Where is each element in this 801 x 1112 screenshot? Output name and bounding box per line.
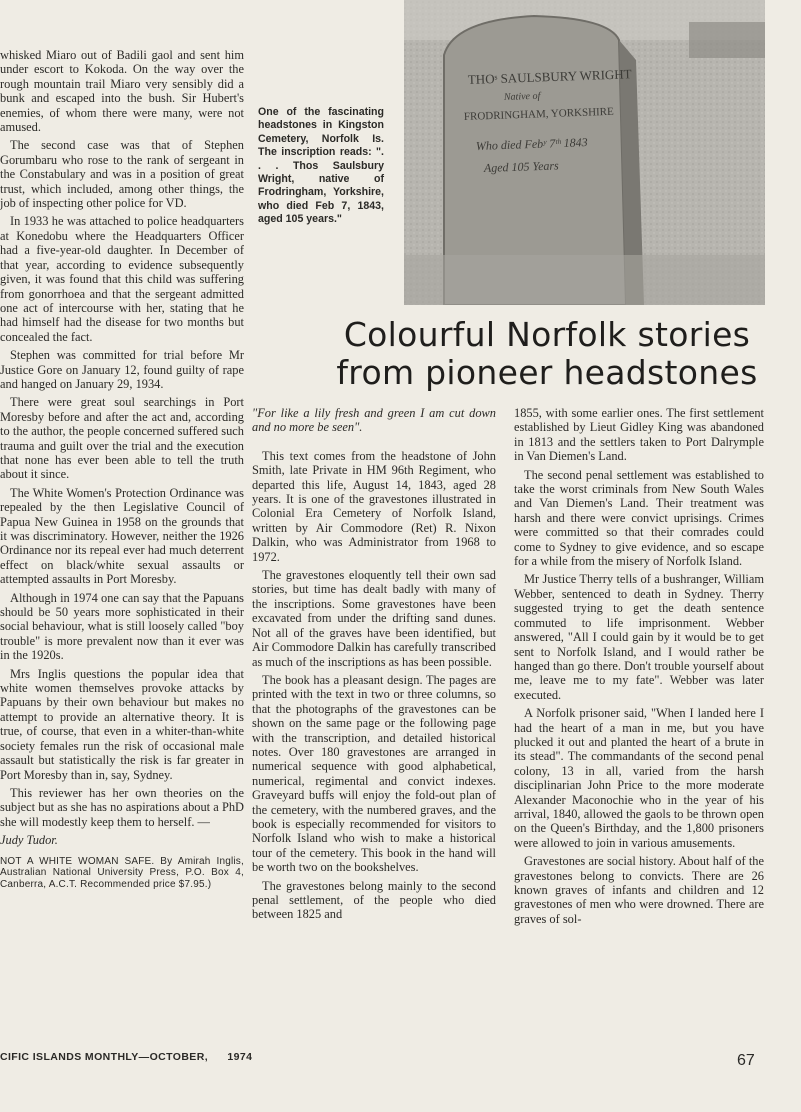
review-byline: Judy Tudor. [0, 833, 58, 848]
left-paragraph-5: There were great soul searchings in Port Moresby before and after the act and, according to the author, the people concerned suffered such trauma and guilt over the trial and the execution that none has ever been able to tell the truth about it since. [0, 395, 244, 482]
issue-year: 1974 [227, 1051, 253, 1063]
book-info: NOT A WHITE WOMAN SAFE. By Amirah Inglis, Australian National University Press, P.O. Box 4, Canberra, A.C.T. Recommended price $7.95.) [0, 855, 244, 890]
inscription-line-4: Who died Febʸ 7ᵗʰ 1843 [475, 135, 588, 153]
headstone-photo-svg [404, 0, 765, 305]
right-paragraph-5: Gravestones are social history. About half of the gravestones belong to convicts. There are 26 known graves of infants and children and 12 gravestones of men who were drowned. There are graves of sol- [514, 854, 764, 926]
right-column [514, 406, 764, 930]
right-paragraph-3: Mr Justice Therry tells of a bushranger, William Webber, sentenced to death in Sydney. Therry suggested trying to get the death sentence commuted to life imprisonment. Webber answered, "All I could gain by it would be to get sent to Norfolk Island, and I would rather be hanged than go there. Don't trouble yourself about me, leave me to my fate". Webber was later executed. [514, 572, 764, 702]
ground [404, 255, 765, 305]
inscription-line-5: Aged 105 Years [483, 158, 559, 175]
photo-caption: One of the fascinating headstones in Kingston Cemetery, Norfolk Is. The inscription reads: ". . . Thos Saulsbury Wright, native of Frodringham, Yorkshire, who died Feb 7, 1843, aged 105 years." [258, 106, 384, 226]
left-paragraph-2: The second case was that of Stephen Gorumbaru who rose to the rank of sergeant in the Constabulary and was in a position of great trust, which included, among other things, the job of inspecting other police for VD. [0, 138, 244, 211]
inscription-line-3: FRODRINGHAM, YORKSHIRE [463, 105, 614, 123]
page-number: 67 [737, 1052, 755, 1069]
middle-paragraph-2: The gravestones eloquently tell their own sad stories, but time has dealt badly with many of the inscriptions. Some gravestones have been excavated from under the drifting sand dunes. Not all of the graves have been identified, but Air Commodore Dalkin has carefully transcribed as much of the inscriptions as has been possible. [252, 568, 496, 669]
article-headline [312, 316, 782, 392]
left-paragraph-1: whisked Miaro out of Badili gaol and sent him under escort to Kokoda. On the way over the rough mountain trail Miaro very sensibly did a bunk and escaped into the bush. Sir Hubert's enemies, of whom there were many, were not amused. [0, 48, 244, 135]
headstone-photo [404, 0, 765, 305]
middle-column [252, 406, 496, 926]
inscription-line-1: THOˢ SAULSBURY WRIGHT [467, 66, 632, 87]
left-paragraph-9: This reviewer has her own theories on the subject but as she has no aspirations about a PhD she will modestly keep them to herself. — [0, 785, 244, 829]
right-paragraph-1: 1855, with some earlier ones. The first settlement established by Lieut Gidley King was abandoned in 1813 and the settlers taken to Port Dalrymple in Van Diemen's Land. [514, 406, 764, 464]
middle-paragraph-1: This text comes from the headstone of John Smith, late Private in HM 96th Regiment, who departed this life, August 14, 1843, aged 28 years. It is one of the gravestones illustrated in Colonial Era Cemetery of Norfolk Island, written by Air Commodore (Ret) R. Nixon Dalkin, who was Administrator from 1968 to 1972. [252, 448, 496, 564]
left-paragraph-4: Stephen was committed for trial before Mr Justice Gore on January 12, found guilty of rape and hanged on January 29, 1934. [0, 348, 244, 391]
headline-line-2: from pioneer headstones [336, 353, 758, 392]
middle-paragraph-4: The gravestones belong mainly to the second penal settlement, of the people who died between 1825 and [252, 878, 496, 922]
epitaph-quote: "For like a lily fresh and green I am cut down and no more be seen". [252, 406, 496, 435]
left-paragraph-8: Mrs Inglis questions the popular idea that white women themselves provoke attacks by Papuans by their own behaviour but makes no attempt to provide an alternative theory. It is true, of course, that even in a whiter-than-white society females run the risk of occasional male assault but statistically the risk is far greater in Port Moresby than in, say, Sydney. [0, 666, 244, 782]
page-footer [0, 1051, 268, 1063]
left-paragraph-3: In 1933 he was attached to police headquarters at Konedobu where the Headquarters Officer had a five-year-old daughter. In December of that year, according to evidence subsequently given, it was found that this child was suffering from gonorrhoea and that the sergeant admitted one act of intercourse with her, stating that he had himself had the disease for two months but concealed the fact. [0, 214, 244, 344]
inscription-line-2: Native of [503, 90, 541, 103]
headline-line-1: Colourful Norfolk stories [343, 315, 751, 354]
left-paragraph-7: Although in 1974 one can say that the Papuans should be 50 years more sophisticated in their social behaviour, what is still loosely called "boy trouble" is more prevalent now than it ever was in the 1920s. [0, 590, 244, 663]
magazine-name: CIFIC ISLANDS MONTHLY—OCTOBER, [0, 1051, 209, 1063]
background-stone [689, 22, 765, 58]
right-paragraph-4: A Norfolk prisoner said, "When I landed here I had the heart of a man in me, but you have plucked it out and planted the heart of a brute in its stead". The commandants of the second penal colony, 13 in all, varied from the harsh disciplinarian John Price to the more moderate Alexander Maconochie who in the year of his arrival, 1840, allowed the gaols to be thrown open on the Queen's Birthday, and the 1,800 prisoners were allowed to join in various amusements. [514, 706, 764, 850]
left-paragraph-6: The White Women's Protection Ordinance was repealed by the then Legislative Council of Papua New Guinea in 1958 on the grounds that it was discriminatory. However, neither the 1926 Ordinance nor its repeal ever had much deterrent effect on black/white sexual assaults or attempted assaults in Port Moresby. [0, 485, 244, 587]
left-column [0, 48, 244, 894]
right-paragraph-2: The second penal settlement was established to take the worst criminals from New South Wales and Van Diemen's Land. Their treatment was harsh and there were convict uprisings. Crimes were committed so that their comrades could come to Sydney to give evidence, and so escape for a while from the misery of Norfolk Island. [514, 467, 764, 569]
middle-paragraph-3: The book has a pleasant design. The pages are printed with the text in two or three columns, so that the photographs of the gravestones can be shown on the same page or the following page with the transcription, and detailed historical notes. Over 180 gravestones are arranged in numerical sequence with good alphabetical, numerical, regimental and convict indexes. Graveyard buffs will enjoy the fold-out plan of the cemetery, with the numbered graves, and the book is especially recommended for visitors to Norfolk Island who wish to make a historical tour of the cemetery. This book in the hand will be worth two on the bookshelves. [252, 672, 496, 875]
